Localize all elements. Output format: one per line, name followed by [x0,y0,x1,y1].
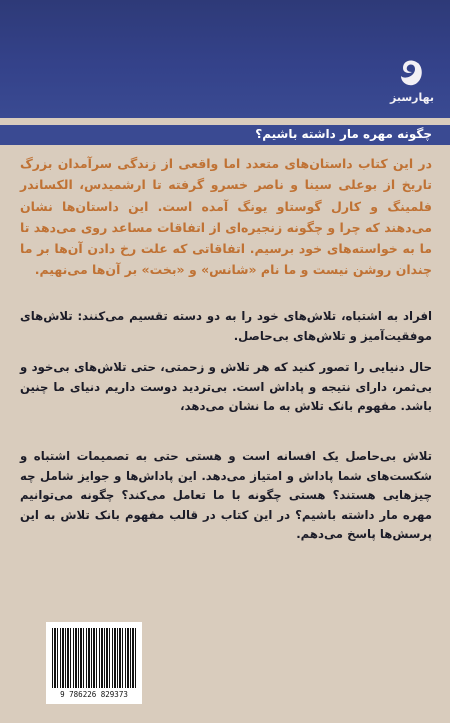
fourth-paragraph: تلاش بی‌حاصل یک افسانه است و هستی حتی به تصمیمات اشتباه و شکست‌های شما پاداش و امتیاز می‌دهد. این پاداش‌ها و جوایز شامل چه چیزهایی هستند؟ هستی چگونه با ما تعامل می‌کند؟ چگونه می‌توانیم مهره مار داشته باشیم؟ در این کتاب در قالب مفهوم بانک تلاش به این پرسش‌ها پاسخ می‌دهم. [20,449,432,542]
third-paragraph: حال دنیایی را تصور کنید که هر تلاش و زحمتی، حتی تلاش‌های بی‌خود و بی‌ثمر، دارای نتیجه و پاداش است. بی‌تردید دوست داریم دنیای ما چنین باشد. مفهوم بانک تلاش به ما نشان می‌دهد، [20,360,432,414]
second-paragraph: افراد به اشتباه، تلاش‌های خود را به دو دسته تقسیم می‌کنند: تلاش‌های موفقیت‌آمیز و تلاش‌های بی‌حاصل. [20,309,432,343]
publisher-logo [390,58,434,114]
cover-top-band [0,0,450,118]
barcode-bars [52,628,136,688]
isbn-barcode [46,622,142,704]
intro-paragraph: در این کتاب داستان‌های متعدد اما واقعی از زندگی سرآمدان بزرگ تاریخ از بوعلی سینا و ناصر خسرو گرفته تا ارشمیدس، الکساندر فلمینگ و کارل گوستاو یونگ آمده است. این داستان‌ها نشان می‌دهند که چرا و چگونه زنجیره‌ای از اتفاقات مساعد روی می‌دهد تا ما به خواسته‌های خود برسیم. اتفاقاتی که علت رخ دادن آن‌ها بر ما چندان روشن نیست و ما نام «شانس» و «بخت» بر آن‌ها می‌نهیم. [20,156,432,278]
book-title-bar [0,125,450,145]
barcode-number: 9 786226 829373 [60,690,128,699]
publisher-name: بهارسبز [390,91,435,104]
dragon-icon [397,58,427,90]
book-title: چگونه مهره مار داشته باشیم؟ [255,127,432,141]
